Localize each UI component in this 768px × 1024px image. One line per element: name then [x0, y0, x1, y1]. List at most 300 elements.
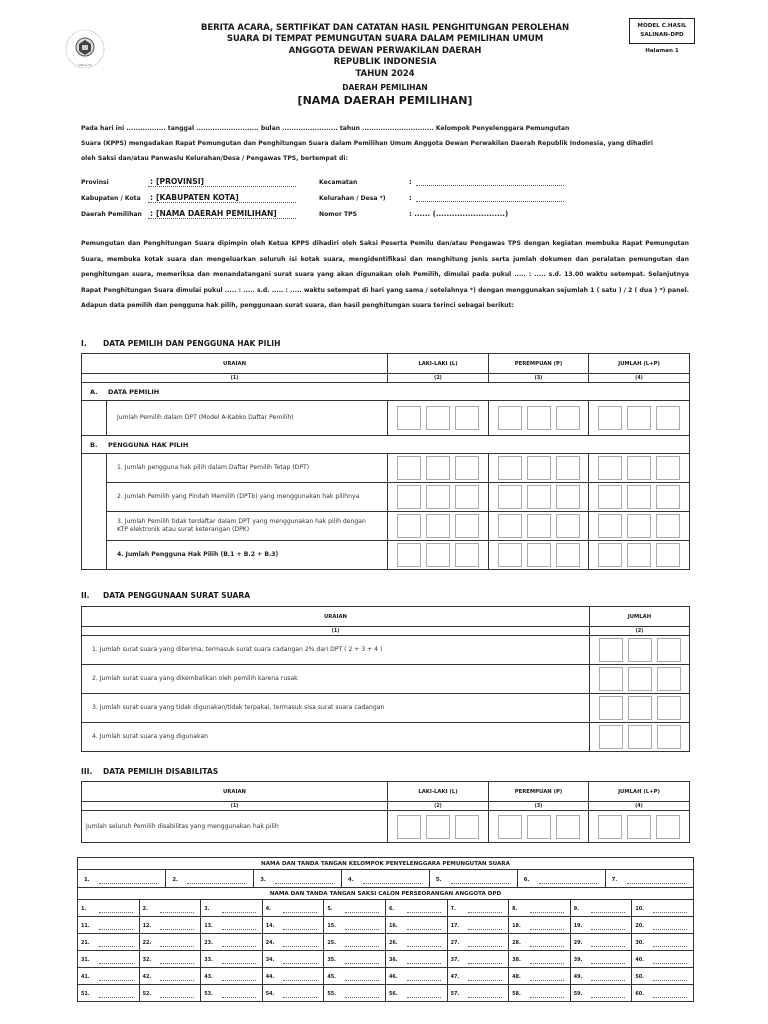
slot-number: 7.	[450, 906, 456, 912]
digit-box[interactable]	[598, 406, 622, 430]
page-number: Halaman 1	[645, 48, 679, 54]
saksi-signature-slot[interactable]	[324, 968, 386, 985]
signature-line	[345, 929, 379, 930]
perempuan-input[interactable]	[489, 483, 589, 512]
saksi-signature-slot[interactable]	[570, 951, 632, 968]
digit-box[interactable]	[527, 485, 551, 509]
location-row-dapil	[81, 209, 689, 221]
signature-line	[99, 912, 133, 913]
document-title	[150, 23, 620, 80]
saksi-signature-slot[interactable]	[509, 917, 571, 934]
field-label: Kelurahan / Desa *)	[319, 195, 386, 202]
row-label: 4. Jumlah Pengguna Hak Pilih (B.1 + B.2 + B.3)	[107, 541, 388, 570]
saksi-signature-slot[interactable]	[570, 985, 632, 1002]
digit-box[interactable]	[598, 543, 622, 567]
signature-line	[591, 946, 625, 947]
saksi-signature-slot[interactable]	[201, 934, 263, 951]
slot-number: 2.	[172, 876, 179, 883]
kpps-signature-slot[interactable]	[78, 870, 166, 887]
digit-box[interactable]	[455, 514, 479, 538]
saksi-signature-slot[interactable]	[201, 900, 263, 917]
slot-number: 50.	[635, 974, 645, 980]
saksi-signature-slot[interactable]	[139, 900, 201, 917]
slot-number: 10.	[635, 906, 645, 912]
digit-box[interactable]	[527, 543, 551, 567]
digit-box[interactable]	[426, 406, 450, 430]
perempuan-input[interactable]	[489, 512, 589, 541]
col-header-jumlah: JUMLAH (L+P)	[589, 782, 690, 802]
title-line: TAHUN 2024	[355, 68, 415, 79]
signature-line	[99, 929, 133, 930]
digit-box[interactable]	[627, 406, 651, 430]
digit-box[interactable]	[656, 543, 680, 567]
saksi-signature-slot[interactable]	[632, 985, 694, 1002]
slot-number: 56.	[388, 991, 398, 997]
digit-box[interactable]	[426, 456, 450, 480]
digit-box[interactable]	[426, 485, 450, 509]
col-number: (2)	[590, 627, 690, 636]
slot-number: 11.	[81, 923, 90, 929]
slot-number: 51.	[81, 991, 90, 997]
laki-input[interactable]	[388, 454, 489, 483]
laki-input[interactable]	[388, 483, 489, 512]
col-number: (2)	[388, 374, 489, 383]
slot-number: 17.	[450, 923, 460, 929]
digit-box[interactable]	[455, 485, 479, 509]
col-header-laki: LAKI-LAKI (L)	[388, 354, 489, 374]
field-label: Daerah Pemilihan	[81, 211, 142, 218]
digit-box[interactable]	[455, 456, 479, 480]
digit-box[interactable]	[656, 406, 680, 430]
saksi-signature-slot[interactable]	[385, 917, 447, 934]
digit-box[interactable]	[498, 514, 522, 538]
digit-box[interactable]	[598, 514, 622, 538]
row-label: 3. Jumlah surat suara yang tidak digunakan/tidak terpakai, termasuk sisa surat suara cadangan	[82, 694, 590, 723]
digit-box[interactable]	[498, 485, 522, 509]
signature-line	[653, 963, 687, 964]
signature-line	[160, 980, 194, 981]
slot-number: 53.	[204, 991, 213, 997]
saksi-signature-slot[interactable]	[78, 900, 140, 917]
col-number: (1)	[82, 802, 388, 811]
signature-line	[468, 929, 502, 930]
digit-box[interactable]	[498, 456, 522, 480]
digit-box[interactable]	[628, 725, 652, 749]
digit-box[interactable]	[598, 456, 622, 480]
saksi-signature-slot[interactable]	[324, 951, 386, 968]
saksi-signature-slot[interactable]	[139, 968, 201, 985]
saksi-signature-slot[interactable]	[78, 985, 140, 1002]
digit-box[interactable]	[556, 543, 580, 567]
signature-line	[222, 963, 256, 964]
signature-line	[530, 946, 564, 947]
kecamatan-field[interactable]	[409, 178, 569, 186]
row-label: 2. Jumlah surat suara yang dikembalikan oleh pemilih karena rusak	[82, 665, 590, 694]
slot-number: 32.	[142, 957, 152, 963]
saksi-signature-slot[interactable]	[201, 968, 263, 985]
signature-line	[407, 912, 441, 913]
saksi-signature-slot[interactable]	[447, 900, 509, 917]
digit-box[interactable]	[498, 406, 522, 430]
saksi-signature-slot[interactable]	[324, 900, 386, 917]
slot-number: 18.	[512, 923, 521, 929]
slot-number: 60.	[635, 991, 645, 997]
saksi-signature-slot[interactable]	[385, 951, 447, 968]
digit-box[interactable]	[455, 815, 479, 839]
saksi-signature-slot[interactable]	[385, 985, 447, 1002]
kpps-signature-slot[interactable]	[605, 870, 693, 887]
digit-box[interactable]	[628, 667, 652, 691]
jumlah-input[interactable]	[589, 541, 690, 570]
table-row	[82, 694, 690, 723]
saksi-signature-slot[interactable]	[385, 934, 447, 951]
saksi-signature-slot[interactable]	[447, 917, 509, 934]
saksi-signature-slot[interactable]	[201, 951, 263, 968]
group-a-header	[82, 383, 690, 401]
saksi-signature-slot[interactable]	[632, 934, 694, 951]
jumlah-input[interactable]	[589, 454, 690, 483]
section-title: DATA PEMILIH DISABILITAS	[103, 767, 219, 776]
col-header-laki: LAKI-LAKI (L)	[388, 782, 489, 802]
kpps-signature-slot[interactable]	[429, 870, 517, 887]
digit-box[interactable]	[657, 638, 681, 662]
signature-line	[160, 963, 194, 964]
voter-data-table	[81, 353, 690, 570]
signature-line	[345, 946, 379, 947]
signature-line	[407, 997, 441, 998]
digit-box[interactable]	[598, 485, 622, 509]
saksi-signature-slot[interactable]	[201, 985, 263, 1002]
col-header-uraian: URAIAN	[82, 782, 388, 802]
digit-box[interactable]	[527, 456, 551, 480]
slot-number: 6.	[388, 906, 395, 912]
model-code-line: SALINAN-DPD	[640, 32, 684, 38]
perempuan-input[interactable]	[489, 454, 589, 483]
laki-input[interactable]	[388, 541, 489, 570]
slot-number: 36.	[388, 957, 398, 963]
digit-box[interactable]	[628, 638, 652, 662]
col-header-perempuan: PEREMPUAN (P)	[489, 782, 589, 802]
section-number: I.	[81, 339, 87, 348]
section-1-heading	[81, 339, 280, 348]
saksi-signature-slot[interactable]	[78, 934, 140, 951]
saksi-signature-slot[interactable]	[139, 951, 201, 968]
saksi-signature-slot[interactable]	[262, 900, 324, 917]
jumlah-input[interactable]	[589, 401, 690, 436]
saksi-signature-slot[interactable]	[509, 951, 571, 968]
kpps-signature-row	[78, 870, 694, 888]
signature-line	[345, 912, 379, 913]
field-value: [NAMA DAERAH PEMILIHAN]	[156, 209, 277, 218]
jumlah-input[interactable]	[589, 811, 690, 843]
slot-number: 48.	[512, 974, 521, 980]
signature-line	[345, 980, 379, 981]
digit-box[interactable]	[498, 815, 522, 839]
kelurahan-field[interactable]	[409, 194, 569, 202]
slot-number: 14.	[265, 923, 275, 929]
slot-number: 38.	[512, 957, 521, 963]
digit-box[interactable]	[397, 815, 421, 839]
signature-line	[468, 946, 502, 947]
slot-number: 7.	[611, 876, 618, 883]
digit-box[interactable]	[455, 406, 479, 430]
field-label: Nomor TPS	[319, 211, 357, 218]
saksi-signature-slot[interactable]	[385, 900, 447, 917]
digit-box[interactable]	[627, 514, 651, 538]
section-3-heading	[81, 767, 218, 776]
provinsi-field[interactable]	[148, 177, 296, 187]
saksi-signature-slot[interactable]	[324, 934, 386, 951]
digit-box[interactable]	[498, 543, 522, 567]
table-row	[82, 665, 690, 694]
title-line: REPUBLIK INDONESIA	[333, 57, 437, 68]
laki-input[interactable]	[388, 401, 489, 436]
section-number: II.	[81, 591, 90, 600]
jumlah-input[interactable]	[590, 665, 690, 694]
saksi-signature-slot[interactable]	[78, 951, 140, 968]
dapil-label: DAERAH PEMILIHAN	[342, 83, 428, 92]
location-row-kabupaten	[81, 193, 689, 205]
digit-box[interactable]	[627, 485, 651, 509]
saksi-signature-slot[interactable]	[262, 934, 324, 951]
kpps-signature-slot[interactable]	[342, 870, 430, 887]
signature-line	[468, 980, 502, 981]
jumlah-input[interactable]	[590, 723, 690, 752]
slot-number: 3.	[204, 906, 210, 912]
table-row	[82, 541, 690, 570]
table-row	[82, 454, 690, 483]
signature-line	[591, 980, 625, 981]
digit-box[interactable]	[657, 725, 681, 749]
slot-number: 24.	[265, 940, 275, 946]
digit-box[interactable]	[556, 815, 580, 839]
kpps-signature-slot[interactable]	[166, 870, 254, 887]
saksi-signature-slot[interactable]	[632, 968, 694, 985]
signature-line	[627, 883, 685, 884]
model-code-line: MODEL C.HASIL	[637, 23, 687, 29]
digit-box[interactable]	[656, 514, 680, 538]
signature-line	[591, 929, 625, 930]
digit-box[interactable]	[598, 815, 622, 839]
digit-box[interactable]	[657, 696, 681, 720]
col-header-jumlah: JUMLAH (L+P)	[589, 354, 690, 374]
slot-number: 46.	[388, 974, 398, 980]
slot-number: 42.	[142, 974, 152, 980]
signature-line	[222, 980, 256, 981]
saksi-signature-slot[interactable]	[509, 985, 571, 1002]
indent-cell	[82, 401, 107, 436]
saksi-signature-slot[interactable]	[201, 917, 263, 934]
jumlah-input[interactable]	[589, 483, 690, 512]
saksi-signature-slot[interactable]	[139, 934, 201, 951]
slot-number: 35.	[327, 957, 337, 963]
dapil-field[interactable]	[148, 209, 296, 219]
slot-number: 33.	[204, 957, 213, 963]
saksi-signature-slot[interactable]	[447, 968, 509, 985]
signature-line	[591, 963, 625, 964]
digit-box[interactable]	[657, 667, 681, 691]
slot-number: 12.	[142, 923, 152, 929]
slot-number: 6.	[523, 876, 530, 883]
saksi-signature-row	[78, 968, 694, 985]
colon: :	[150, 193, 154, 202]
group-b-header	[82, 436, 690, 454]
slot-number: 57.	[450, 991, 460, 997]
saksi-signature-slot[interactable]	[78, 968, 140, 985]
kpps-signature-slot[interactable]	[254, 870, 342, 887]
digit-box[interactable]	[426, 514, 450, 538]
digit-box[interactable]	[656, 815, 680, 839]
digit-box[interactable]	[599, 725, 623, 749]
digit-box[interactable]	[627, 543, 651, 567]
saksi-signature-slot[interactable]	[632, 951, 694, 968]
slot-number: 15.	[327, 923, 337, 929]
saksi-signature-slot[interactable]	[447, 934, 509, 951]
jumlah-input[interactable]	[590, 636, 690, 665]
slot-number: 1.	[81, 906, 87, 912]
perempuan-input[interactable]	[489, 811, 589, 843]
ballot-usage-table	[81, 606, 690, 752]
signature-line	[222, 997, 256, 998]
dapil-name: [NAMA DAERAH PEMILIHAN]	[297, 94, 473, 107]
saksi-signature-slot[interactable]	[324, 917, 386, 934]
slot-number: 22.	[142, 940, 152, 946]
digit-box[interactable]	[656, 456, 680, 480]
col-number: (3)	[489, 802, 589, 811]
digit-box[interactable]	[397, 543, 421, 567]
signature-line	[530, 980, 564, 981]
saksi-signature-slot[interactable]	[509, 934, 571, 951]
signature-line	[275, 883, 333, 884]
saksi-signature-row	[78, 951, 694, 968]
saksi-signature-slot[interactable]	[632, 900, 694, 917]
digit-box[interactable]	[656, 485, 680, 509]
kpps-signature-slot[interactable]	[517, 870, 605, 887]
saksi-signature-slot[interactable]	[570, 917, 632, 934]
digit-box[interactable]	[556, 456, 580, 480]
indent-cell	[82, 454, 107, 570]
saksi-signature-slot[interactable]	[509, 900, 571, 917]
section-title: DATA PEMILIH DAN PENGGUNA HAK PILIH	[103, 339, 281, 348]
saksi-signature-slot[interactable]	[139, 917, 201, 934]
digit-box[interactable]	[627, 456, 651, 480]
saksi-signature-slot[interactable]	[262, 985, 324, 1002]
saksi-signature-grid	[78, 900, 694, 1002]
saksi-signature-slot[interactable]	[385, 968, 447, 985]
digit-box[interactable]	[426, 815, 450, 839]
saksi-signature-slot[interactable]	[509, 968, 571, 985]
digit-box[interactable]	[627, 815, 651, 839]
slot-number: 9.	[573, 906, 580, 912]
signature-line	[283, 912, 317, 913]
saksi-signature-slot[interactable]	[262, 951, 324, 968]
svg-text:SIMULASI: SIMULASI	[77, 63, 93, 67]
digit-box[interactable]	[556, 485, 580, 509]
digit-box[interactable]	[599, 638, 623, 662]
signature-line	[591, 912, 625, 913]
title-line: ANGGOTA DEWAN PERWAKILAN DAERAH	[288, 45, 482, 56]
saksi-signature-slot[interactable]	[78, 917, 140, 934]
intro-line: Suara (KPPS) mengadakan Rapat Pemungutan dan Penghitungan Suara dalam Pemilihan Umum Anggota Dewan Perwakilan Daerah Republik Indonesia, yang dihadiri	[81, 140, 653, 147]
colon: :	[409, 194, 412, 202]
digit-box[interactable]	[556, 406, 580, 430]
perempuan-input[interactable]	[489, 541, 589, 570]
signature-line	[283, 980, 317, 981]
col-header-perempuan: PEREMPUAN (P)	[489, 354, 589, 374]
table-row	[82, 723, 690, 752]
perempuan-input[interactable]	[489, 401, 589, 436]
signature-line	[653, 929, 687, 930]
digit-box[interactable]	[455, 543, 479, 567]
slot-number: 45.	[327, 974, 337, 980]
nomor-tps-field[interactable]: : ...... (..........................)	[409, 210, 509, 218]
slot-number: 16.	[388, 923, 398, 929]
digit-box[interactable]	[599, 696, 623, 720]
saksi-signature-slot[interactable]	[632, 917, 694, 934]
digit-box[interactable]	[556, 514, 580, 538]
saksi-signature-slot[interactable]	[262, 917, 324, 934]
digit-box[interactable]	[628, 696, 652, 720]
saksi-signature-slot[interactable]	[570, 968, 632, 985]
digit-box[interactable]	[426, 543, 450, 567]
saksi-signature-slot[interactable]	[324, 985, 386, 1002]
digit-box[interactable]	[527, 406, 551, 430]
jumlah-input[interactable]	[589, 512, 690, 541]
saksi-signature-slot[interactable]	[570, 900, 632, 917]
kpu-seal-icon	[64, 28, 106, 70]
saksi-signature-slot[interactable]	[139, 985, 201, 1002]
digit-box[interactable]	[599, 667, 623, 691]
slot-number: 8.	[512, 906, 518, 912]
slot-number: 31.	[81, 957, 90, 963]
signature-line	[99, 883, 157, 884]
slot-number: 40.	[635, 957, 645, 963]
kabupaten-field[interactable]	[148, 193, 296, 203]
slot-number: 2.	[142, 906, 148, 912]
slot-number: 26.	[388, 940, 398, 946]
saksi-signature-slot[interactable]	[447, 985, 509, 1002]
col-number: (4)	[589, 374, 690, 383]
digit-box[interactable]	[397, 485, 421, 509]
saksi-signature-slot[interactable]	[447, 951, 509, 968]
row-label: 2. Jumlah Pemilih yang Pindah Memilih (DPTb) yang menggunakan hak pilihnya	[107, 483, 388, 512]
table-row	[82, 512, 690, 541]
slot-number: 54.	[265, 991, 275, 997]
slot-number: 43.	[204, 974, 213, 980]
signature-line	[653, 946, 687, 947]
row-label: 1. Jumlah surat suara yang diterima, termasuk surat suara cadangan 2% dari DPT ( 2 + 3 + 4 )	[82, 636, 590, 665]
saksi-signature-slot[interactable]	[262, 968, 324, 985]
digit-box[interactable]	[527, 514, 551, 538]
table-row	[82, 636, 690, 665]
laki-input[interactable]	[388, 512, 489, 541]
signature-line	[407, 946, 441, 947]
row-label: 4. Jumlah surat suara yang digunakan	[82, 723, 590, 752]
digit-box[interactable]	[527, 815, 551, 839]
slot-number: 25.	[327, 940, 337, 946]
field-value: [KABUPATEN KOTA]	[156, 193, 239, 202]
digit-box[interactable]	[397, 514, 421, 538]
saksi-signature-slot[interactable]	[570, 934, 632, 951]
section-2-heading	[81, 591, 250, 600]
dotted-line	[416, 194, 564, 202]
digit-box[interactable]	[397, 456, 421, 480]
field-label: Kecamatan	[319, 179, 358, 186]
digit-box[interactable]	[397, 406, 421, 430]
jumlah-input[interactable]	[590, 694, 690, 723]
slot-number: 4.	[348, 876, 354, 883]
laki-input[interactable]	[388, 811, 489, 843]
